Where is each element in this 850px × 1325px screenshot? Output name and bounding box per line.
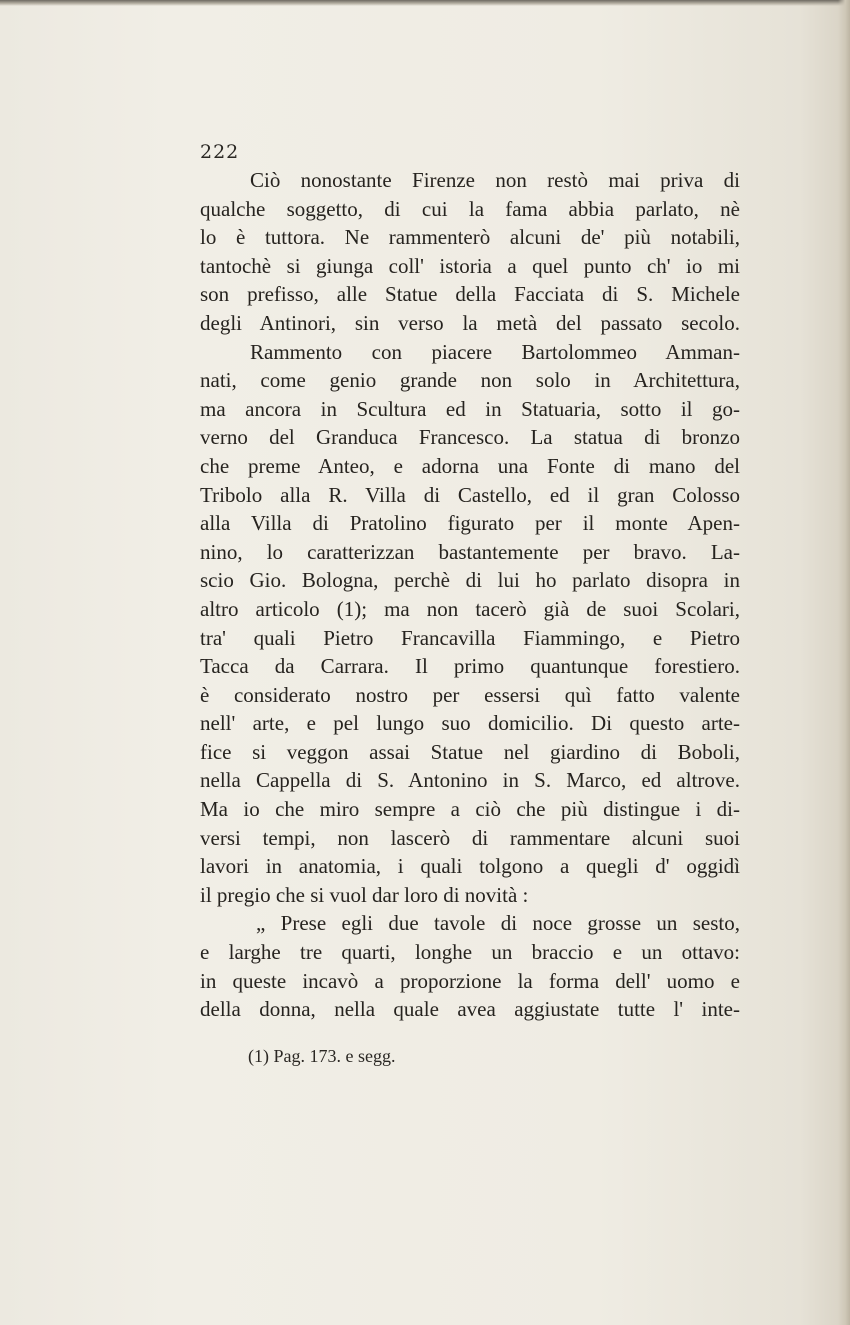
text-line: lo è tuttora. Ne rammenterò alcuni de' più notabili, xyxy=(200,225,740,250)
text-line: e larghe tre quarti, longhe un braccio e un ottavo: xyxy=(200,940,740,965)
text-line: tra' quali Pietro Francavilla Fiammingo, e Pietro xyxy=(200,625,740,650)
footnote: (1) Pag. 173. e segg. xyxy=(248,1046,396,1066)
text-line: lavori in anatomia, i quali tolgono a quegli d' oggidì xyxy=(200,854,740,879)
text-line: Tacca da Carrara. Il primo quantunque forestiero. xyxy=(200,654,740,679)
page-top-edge xyxy=(0,0,850,6)
text-line: è considerato nostro per essersi quì fatto valente xyxy=(200,682,740,707)
text-line: „ Prese egli due tavole di noce grosse un sesto, xyxy=(256,911,740,936)
page-number: 222 xyxy=(200,141,240,163)
text-line: qualche soggetto, di cui la fama abbia parlato, nè xyxy=(200,196,740,221)
body-text xyxy=(200,166,740,1024)
text-line: verno del Granduca Francesco. La statua di bronzo xyxy=(200,425,740,450)
text-line: Rammento con piacere Bartolommeo Amman- xyxy=(250,339,740,364)
text-line: il pregio che si vuol dar loro di novità : xyxy=(200,882,529,907)
text-line: nino, lo caratterizzan bastantemente per bravo. La- xyxy=(200,539,740,564)
page-right-edge xyxy=(838,0,850,1325)
text-line: fice si veggon assai Statue nel giardino di Boboli, xyxy=(200,739,740,764)
text-line: in queste incavò a proporzione la forma dell' uomo e xyxy=(200,968,740,993)
text-line: son prefisso, alle Statue della Facciata di S. Michele xyxy=(200,282,740,307)
text-line: Ma io che miro sempre a ciò che più distingue i di- xyxy=(200,797,740,822)
text-line: scio Gio. Bologna, perchè di lui ho parlato disopra in xyxy=(200,568,740,593)
text-line: nell' arte, e pel lungo suo domicilio. Di questo arte- xyxy=(200,711,740,736)
text-line: degli Antinori, sin verso la metà del passato secolo. xyxy=(200,310,740,335)
text-line: altro articolo (1); ma non tacerò già de suoi Scolari, xyxy=(200,596,740,621)
text-line: tantochè si giunga coll' istoria a quel punto ch' io mi xyxy=(200,253,740,278)
text-line: Ciò nonostante Firenze non restò mai priva di xyxy=(250,168,740,192)
text-line: Tribolo alla R. Villa di Castello, ed il gran Colosso xyxy=(200,482,740,507)
text-line: alla Villa di Pratolino figurato per il monte Apen- xyxy=(200,511,740,536)
text-line: nati, come genio grande non solo in Architettura, xyxy=(200,368,740,393)
text-line: che preme Anteo, e adorna una Fonte di mano del xyxy=(200,453,740,478)
text-line: ma ancora in Scultura ed in Statuaria, sotto il go- xyxy=(200,396,740,421)
text-line: versi tempi, non lascerò di rammentare alcuni suoi xyxy=(200,825,740,850)
text-line: della donna, nella quale avea aggiustate tutte l' inte- xyxy=(200,997,740,1022)
text-line: nella Cappella di S. Antonino in S. Marco, ed altrove. xyxy=(200,768,740,793)
